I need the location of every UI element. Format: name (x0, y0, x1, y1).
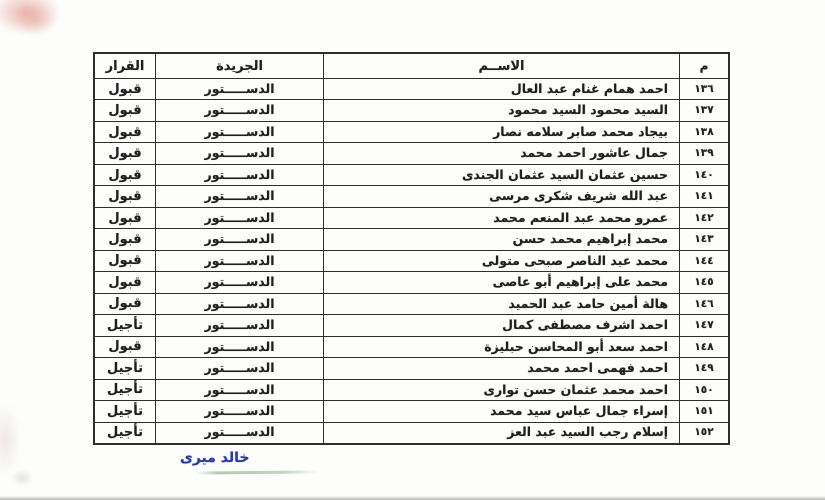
cell-decision: تأجيل (106, 360, 144, 376)
cell-decision: قبول (108, 210, 142, 226)
table-row (95, 379, 728, 400)
cell-number: ١٣٦ (679, 79, 728, 99)
signature-underline (196, 470, 318, 474)
table-row (95, 185, 728, 206)
cell-number: ١٥٢ (679, 423, 728, 443)
cell-decision: قبول (108, 124, 142, 140)
cell-number: ١٣٩ (679, 143, 728, 163)
cell-name: حسين عثمان السيد عثمان الجندى (323, 165, 679, 185)
cell-newspaper: الدســـــتور (155, 100, 323, 120)
cell-decision: قبول (108, 189, 142, 205)
cell-newspaper: الدســـــتور (155, 423, 323, 443)
left-edge-smudge (0, 390, 26, 490)
cell-number: ١٤٣ (679, 229, 728, 249)
cell-name: احمد اشرف مصطفى كمال (323, 315, 679, 335)
cell-name: محمد إبراهيم محمد حسن (323, 229, 679, 249)
cell-decision: تأجيل (106, 425, 144, 441)
cell-newspaper: الدســـــتور (155, 380, 323, 400)
table-row (95, 207, 728, 228)
cell-name: إسلام رجب السيد عبد العز (323, 423, 679, 443)
journalists-decision-table (93, 52, 730, 445)
cell-decision: قبول (108, 296, 142, 312)
cell-number: ١٣٧ (679, 100, 728, 120)
cell-newspaper: الدســـــتور (155, 186, 323, 206)
header-decision: القرار (105, 58, 145, 74)
table-row (95, 164, 728, 185)
corner-scan-mark (6, 466, 38, 490)
cell-newspaper: الدســـــتور (155, 208, 323, 228)
table-row (95, 422, 728, 443)
cell-number: ١٥٠ (679, 380, 728, 400)
cell-decision: تأجيل (106, 317, 144, 333)
cell-decision: تأجيل (106, 382, 144, 398)
cell-decision: قبول (108, 146, 142, 162)
table-row (95, 357, 728, 378)
cell-name: بيجاد محمد صابر سلامه نصار (323, 122, 679, 142)
cell-number: ١٤٨ (679, 337, 728, 357)
table-row (95, 228, 728, 249)
cell-name: احمد فهمى احمد محمد (323, 358, 679, 378)
table-row (95, 142, 728, 163)
cell-number: ١٤٥ (679, 272, 728, 292)
table-row (95, 271, 728, 292)
table-row (95, 121, 728, 142)
table-row (95, 78, 728, 99)
cell-name: إسراء جمال عباس سيد محمد (323, 401, 679, 421)
cell-number: ١٤٧ (679, 315, 728, 335)
cell-newspaper: الدســـــتور (155, 143, 323, 163)
cell-decision: قبول (108, 167, 142, 183)
cell-name: محمد على إبراهيم أبو عاصى (323, 272, 679, 292)
cell-newspaper: الدســـــتور (155, 401, 323, 421)
cell-name: هالة أمين حامد عبد الحميد (323, 294, 679, 314)
cell-name: جمال عاشور احمد محمد (323, 143, 679, 163)
cell-decision: قبول (108, 253, 142, 269)
table-header-row (95, 54, 728, 78)
cell-decision: قبول (108, 274, 142, 290)
header-newspaper: الجريدة (155, 54, 323, 78)
header-name: الاســم (323, 54, 679, 78)
table-row (95, 293, 728, 314)
cell-newspaper: الدســـــتور (155, 165, 323, 185)
cell-number: ١٤٢ (679, 208, 728, 228)
cell-number: ١٤٤ (679, 251, 728, 271)
cell-name: احمد همام غنام عبد العال (323, 79, 679, 99)
cell-name: احمد محمد عثمان حسن توارى (323, 380, 679, 400)
cell-name: عمرو محمد عبد المنعم محمد (323, 208, 679, 228)
table-row (95, 99, 728, 120)
cell-number: ١٤٦ (679, 294, 728, 314)
cell-number: ١٤١ (679, 186, 728, 206)
cell-decision: تأجيل (106, 403, 144, 419)
cell-decision: قبول (108, 232, 142, 248)
cell-name: عبد الله شريف شكرى مرسى (323, 186, 679, 206)
cell-newspaper: الدســـــتور (155, 251, 323, 271)
cell-newspaper: الدســـــتور (155, 294, 323, 314)
cell-name: احمد سعد أبو المحاسن حبليزة (323, 337, 679, 357)
signature-khaled-miri: خالد ميرى (180, 450, 250, 466)
cell-number: ١٤٠ (679, 165, 728, 185)
cell-name: السيد محمود السيد محمود (323, 100, 679, 120)
table-row (95, 250, 728, 271)
cell-newspaper: الدســـــتور (155, 79, 323, 99)
cell-newspaper: الدســـــتور (155, 337, 323, 357)
cell-newspaper: الدســـــتور (155, 315, 323, 335)
cell-number: ١٥١ (679, 401, 728, 421)
table-row (95, 336, 728, 357)
cell-decision: قبول (108, 339, 142, 355)
cell-newspaper: الدســـــتور (155, 229, 323, 249)
cell-newspaper: الدســـــتور (155, 358, 323, 378)
cell-name: محمد عبد الناصر صبحى متولى (323, 251, 679, 271)
cell-decision: قبول (108, 103, 142, 119)
scan-bottom-edge (0, 496, 825, 500)
cell-number: ١٣٨ (679, 122, 728, 142)
cell-newspaper: الدســـــتور (155, 272, 323, 292)
cell-decision: قبول (108, 81, 142, 97)
table-row (95, 314, 728, 335)
header-number: م (679, 54, 728, 78)
pink-ink-smudge (0, 0, 72, 42)
table-row (95, 400, 728, 421)
cell-number: ١٤٩ (679, 358, 728, 378)
pink-ink-smudge-inner (6, 0, 64, 40)
cell-newspaper: الدســـــتور (155, 122, 323, 142)
